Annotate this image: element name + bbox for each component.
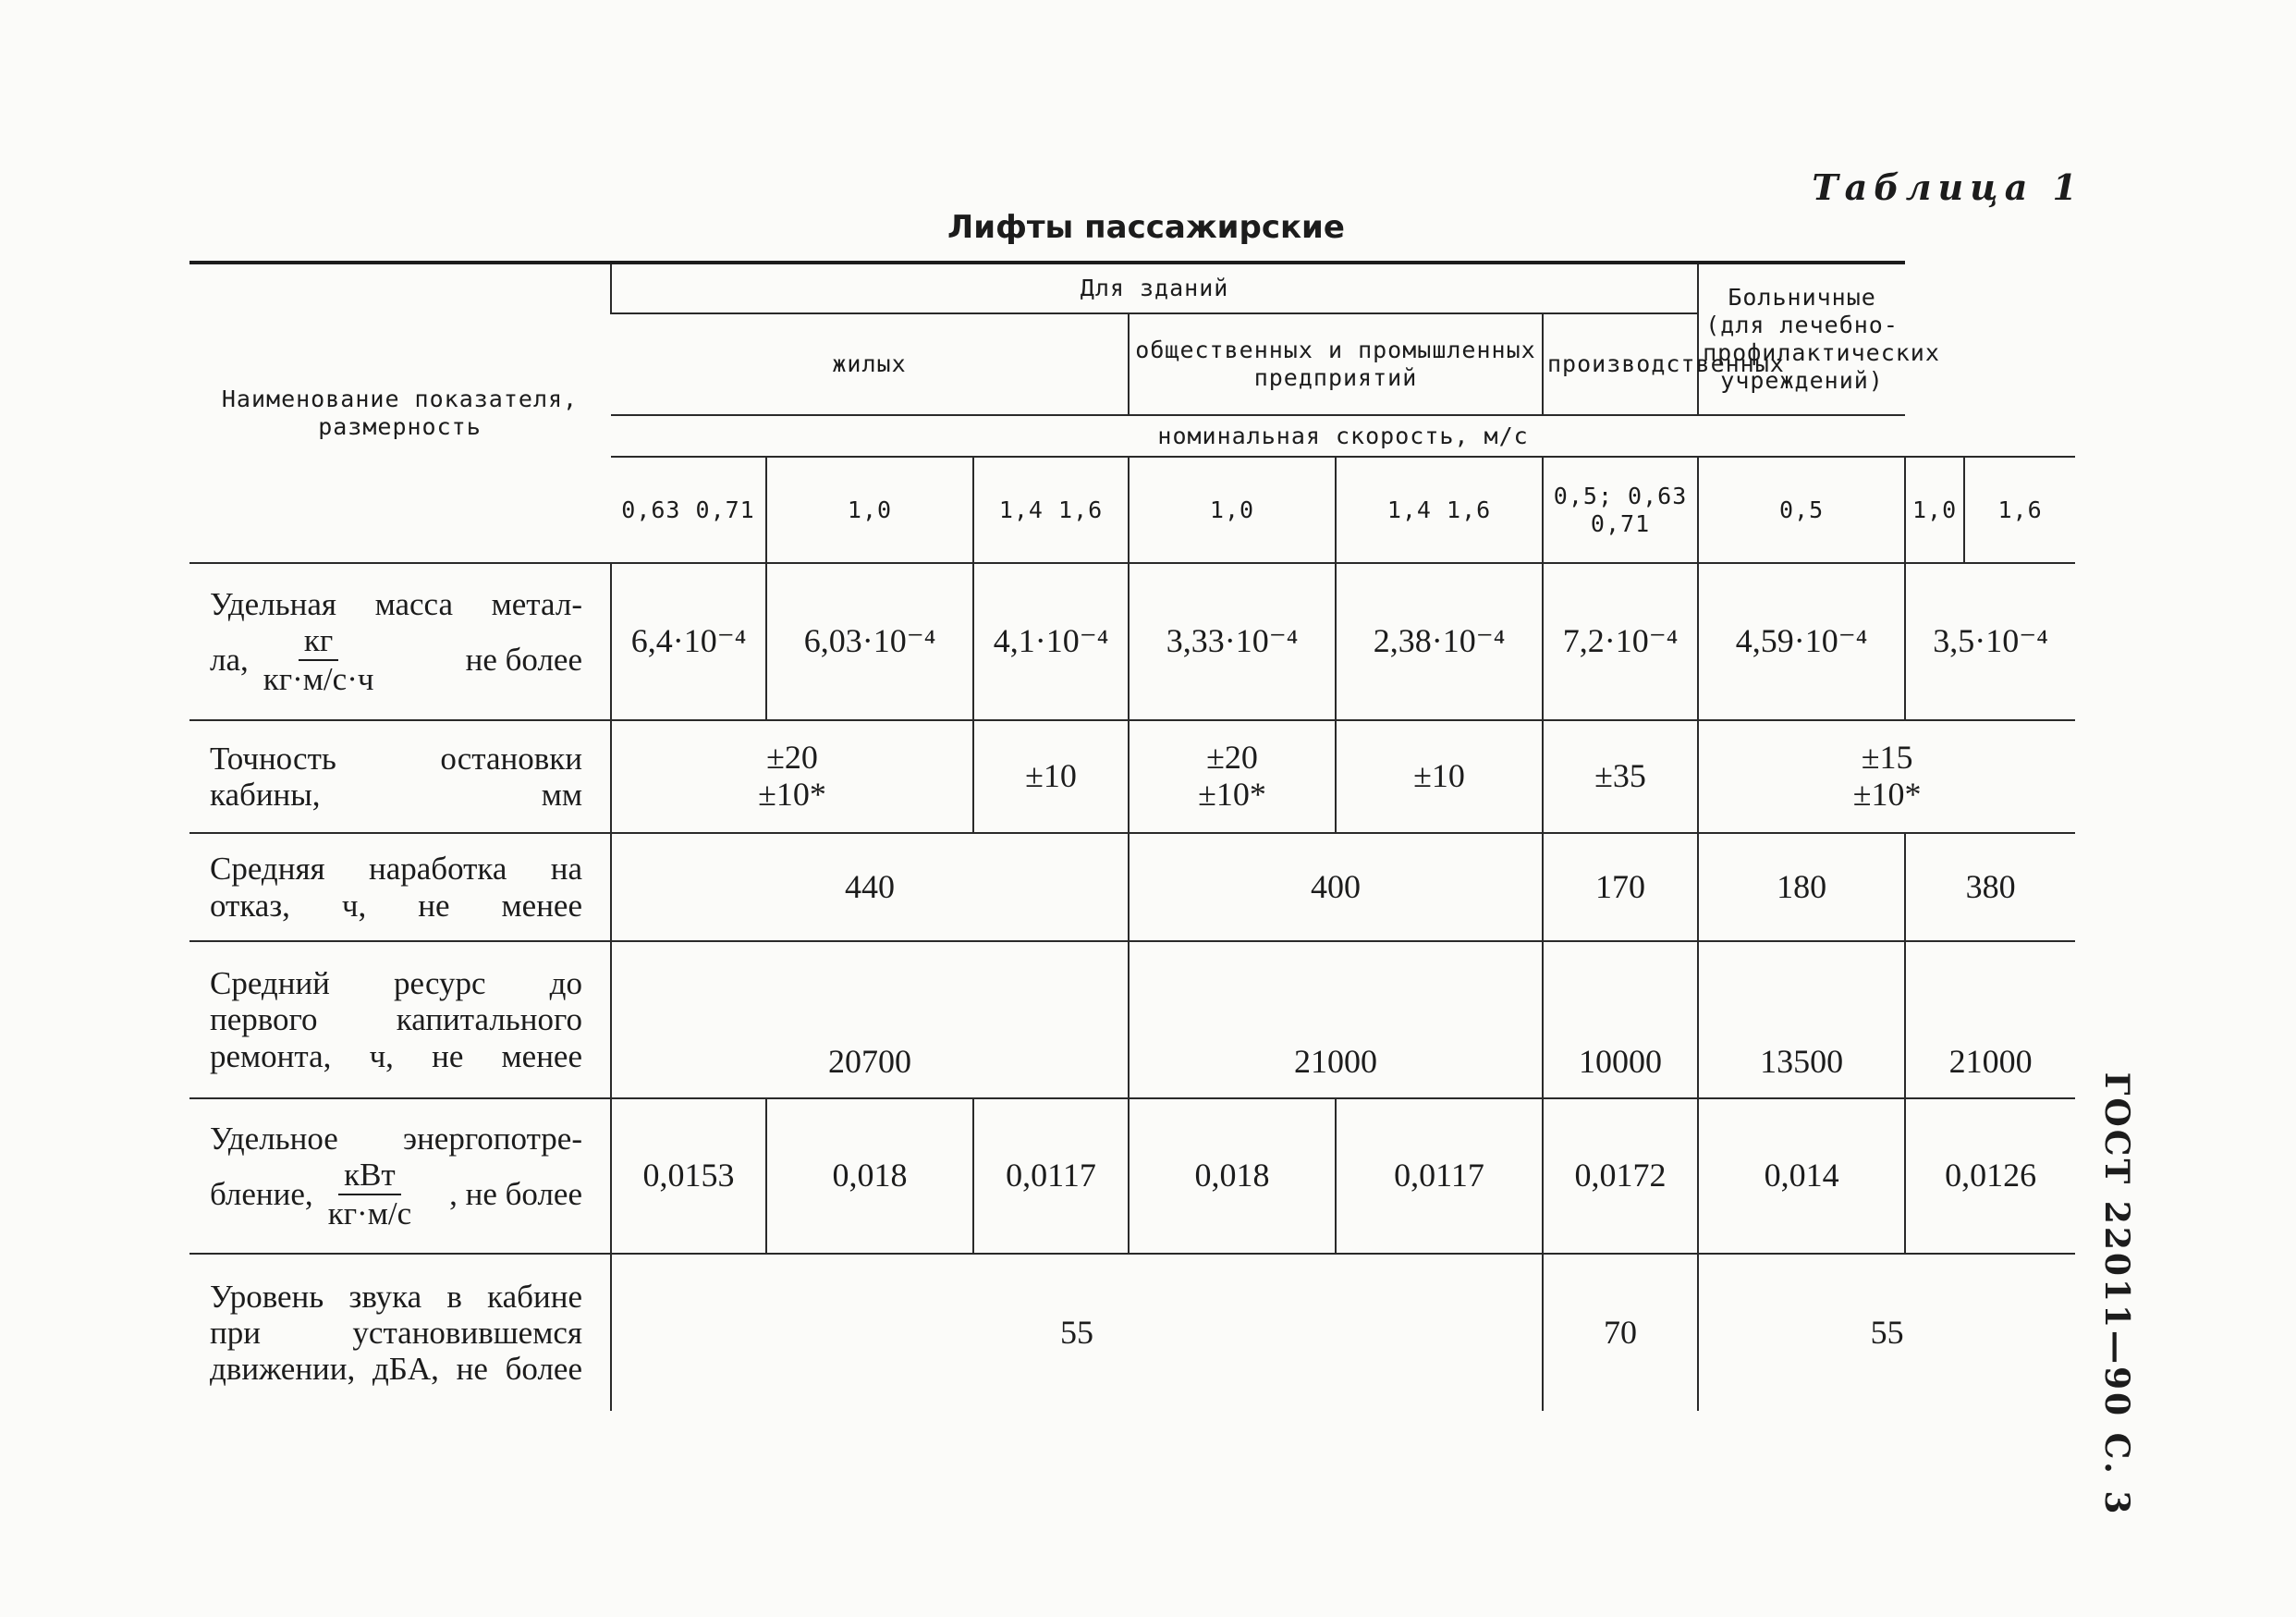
param-sound: Уровень звука в кабине при установившемся движении, дБA, не более [210, 1278, 582, 1388]
energy-unit-num: кВт [338, 1157, 401, 1194]
header-nominal-speed: номинальная скорость, м/с [611, 415, 2075, 457]
mass-label-line [210, 622, 582, 696]
speed-cell: 0,63 0,71 [611, 457, 766, 563]
energy-label-line [210, 1157, 582, 1231]
speed-cell: 0,5 [1698, 457, 1905, 563]
mass-value: 6,4·10⁻⁴ [611, 563, 766, 720]
mass-value: 7,2·10⁻⁴ [1543, 563, 1698, 720]
resource-value: 13500 [1698, 941, 1905, 1098]
resource-value: 21000 [1129, 941, 1543, 1098]
energy-unit-den: кг·м/с [327, 1194, 412, 1231]
header-for-buildings: Для зданий [611, 263, 1698, 313]
resource-value: 21000 [1905, 941, 2075, 1098]
stop-value-b: ±10* [1852, 776, 1922, 813]
speed-cell: 1,4 1,6 [1336, 457, 1543, 563]
header-industrial: производственных [1543, 313, 1698, 415]
stop-value: ±35 [1543, 720, 1698, 833]
header-hospital: Больничные (для лечебно-профилактических учреждений) [1698, 263, 1905, 415]
speed-cell: 1,0 [1129, 457, 1336, 563]
table-title: Лифты пассажирские [947, 209, 1345, 246]
energy-label-a: Удельное энергопотре- [210, 1121, 582, 1158]
mtbf-value: 170 [1543, 833, 1698, 941]
mtbf-value: 180 [1698, 833, 1905, 941]
resource-value: 20700 [611, 941, 1129, 1098]
energy-value: 0,0153 [611, 1098, 766, 1254]
param-header: Наименование показателя, размерность [189, 263, 611, 563]
energy-unit-fraction [323, 1157, 417, 1231]
stop-value-a: ±20 [1206, 739, 1258, 777]
energy-value: 0,0117 [973, 1098, 1129, 1254]
mass-value: 2,38·10⁻⁴ [1336, 563, 1543, 720]
stop-value-b: ±10* [1198, 776, 1266, 813]
mass-value: 4,1·10⁻⁴ [973, 563, 1129, 720]
mass-label-a: Удельная масса метал- [210, 586, 582, 623]
stop-value-a: ±20 [766, 739, 818, 777]
speed-cell: 1,6 [1964, 457, 2075, 563]
mass-label-c: не более [465, 642, 582, 678]
stop-value-a: ±15 [1861, 739, 1913, 777]
energy-value: 0,018 [1129, 1098, 1336, 1254]
passenger-lifts-table [189, 261, 2075, 1411]
energy-value: 0,0126 [1905, 1098, 2075, 1254]
speed-cell: 1,4 1,6 [973, 457, 1129, 563]
side-gost-text: ГОСТ 22011—90 С. 3 [2097, 1072, 2136, 1517]
resource-value: 10000 [1543, 941, 1698, 1098]
energy-label-c: , не более [449, 1176, 582, 1212]
mass-value: 4,59·10⁻⁴ [1698, 563, 1905, 720]
mass-unit-num: кг [299, 622, 338, 660]
stop-value [1698, 720, 2075, 833]
mtbf-value: 400 [1129, 833, 1543, 941]
sound-value: 70 [1543, 1254, 1698, 1411]
param-mass [189, 563, 611, 720]
header-public: общественных и промышленных предприятий [1129, 313, 1543, 415]
energy-value: 0,0117 [1336, 1098, 1543, 1254]
stop-value [1129, 720, 1336, 833]
mass-value: 3,5·10⁻⁴ [1905, 563, 2075, 720]
speed-cell: 1,0 [766, 457, 973, 563]
side-gost-label [2089, 1072, 2144, 1517]
param-resource: Средний ресурс до первого капитального ремонта, ч, не менее [189, 941, 611, 1098]
param-stop: Точность остановки кабины, мм [189, 720, 611, 833]
speed-cell: 1,0 [1905, 457, 1964, 563]
stop-value: ±10 [1336, 720, 1543, 833]
energy-value: 0,018 [766, 1098, 973, 1254]
energy-value: 0,014 [1698, 1098, 1905, 1254]
header-residential: жилых [611, 313, 1129, 415]
mass-unit-fraction [258, 622, 380, 696]
mtbf-value: 380 [1905, 833, 2075, 941]
energy-label-b: бление, [210, 1176, 313, 1212]
mass-value: 6,03·10⁻⁴ [766, 563, 973, 720]
speed-cell: 0,5; 0,63 0,71 [1543, 457, 1698, 563]
sound-value: 55 [1698, 1254, 2075, 1411]
stop-value-b: ±10* [758, 776, 826, 813]
energy-value: 0,0172 [1543, 1098, 1698, 1254]
sound-value: 55 [611, 1254, 1543, 1411]
mass-value: 3,33·10⁻⁴ [1129, 563, 1336, 720]
stop-value [611, 720, 973, 833]
mass-label-b: ла, [210, 642, 249, 678]
stop-value: ±10 [973, 720, 1129, 833]
table-caption: Таблица 1 [1812, 166, 2083, 208]
param-mtbf: Средняя наработка на отказ, ч, не менее [189, 833, 611, 941]
mass-unit-den: кг·м/с·ч [263, 660, 374, 697]
mtbf-value: 440 [611, 833, 1129, 941]
param-energy [189, 1098, 611, 1254]
